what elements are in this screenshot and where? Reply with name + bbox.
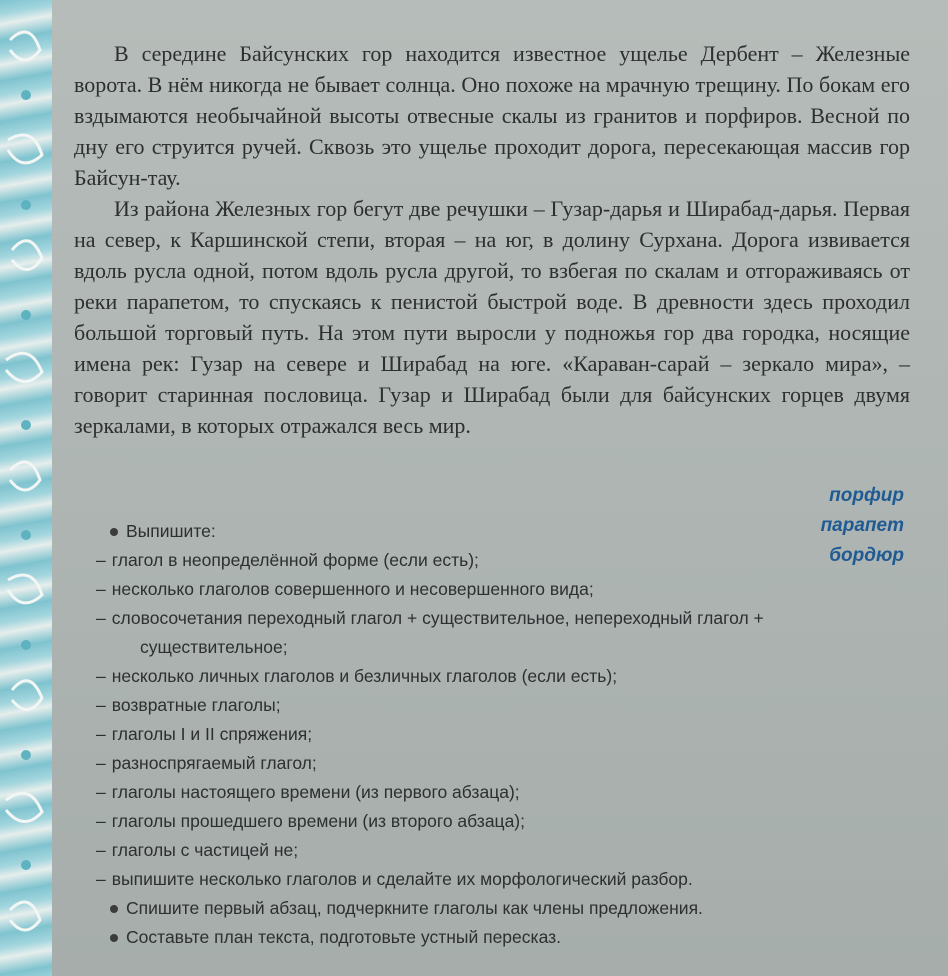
- paragraph-2: Из района Железных гор бегут две речушки – Гузар-дарья и Ширабад-дарья. Первая на север, к Каршинской степи, вторая – на юг, в долину Сурхана. Дорога извивается вдоль русла одной, потом вдоль русла другой, то взбегая по скалам и отгораживаясь от реки парапетом, то спускаясь к пенистой быстрой воде. В древности здесь проходил большой торговый путь. На этом пути выросли у подножья гор два городка, носящие имена рек: Гузар на севере и Ширабад на юге. «Караван-сарай – зеркало мира», – говорит старинная пословица. Гузар и Ширабад были для байсунских горцев двумя зеркалами, в которых отражался весь мир.: [74, 196, 910, 438]
- task-item: – глаголы прошедшего времени (из второго абзаца);: [96, 811, 525, 831]
- task-header: Выпишите:: [110, 517, 910, 546]
- vocab-word: бордюр: [829, 545, 904, 566]
- task-item: – несколько глаголов совершенного и несовершенного вида;: [96, 579, 594, 599]
- decorative-border: [0, 0, 52, 976]
- task-item: – глаголы настоящего времени (из первого абзаца);: [96, 782, 520, 802]
- main-text: [74, 38, 910, 441]
- paragraph-1: В середине Байсунских гор находится известное ущелье Дербент – Железные ворота. В нём никогда не бывает солнца. Оно похоже на мрачную трещину. По бокам его вздымаются необычайной высоты отвесные скалы из гранитов и порфиров. Весной по дну его струится ручей. Сквозь это ущелье проходит дорога, пересекающая массив гор Байсун-тау.: [74, 41, 910, 190]
- task-item: – глаголы I и II спряжения;: [96, 724, 313, 744]
- task-bullet-3: Составьте план текста, подготовьте устный пересказ.: [110, 923, 910, 952]
- task-item: – глагол в неопределённой форме (если есть);: [96, 550, 479, 570]
- vocab-word: парапет: [820, 515, 904, 536]
- bullet-icon: [110, 528, 118, 536]
- task-bullet-2: Спишите первый абзац, подчеркните глаголы как члены предложения.: [110, 894, 910, 923]
- task-item-continuation: существительное;: [140, 637, 288, 657]
- bullet-icon: [110, 905, 118, 913]
- task-item: – разноспрягаемый глагол;: [96, 753, 317, 773]
- bullet-icon: [110, 934, 118, 942]
- task-item: – словосочетания переходный глагол + существительное, непереходный глагол +: [96, 608, 764, 628]
- exercise-tasks: [96, 517, 910, 952]
- task-item: – выпишите несколько глаголов и сделайте их морфологический разбор.: [96, 869, 693, 889]
- ornament-pattern: [0, 0, 52, 976]
- vocab-word: порфир: [829, 485, 904, 506]
- task-item: – возвратные глаголы;: [96, 695, 281, 715]
- task-item: – несколько личных глаголов и безличных глаголов (если есть);: [96, 666, 618, 686]
- task-item: – глаголы с частицей не;: [96, 840, 299, 860]
